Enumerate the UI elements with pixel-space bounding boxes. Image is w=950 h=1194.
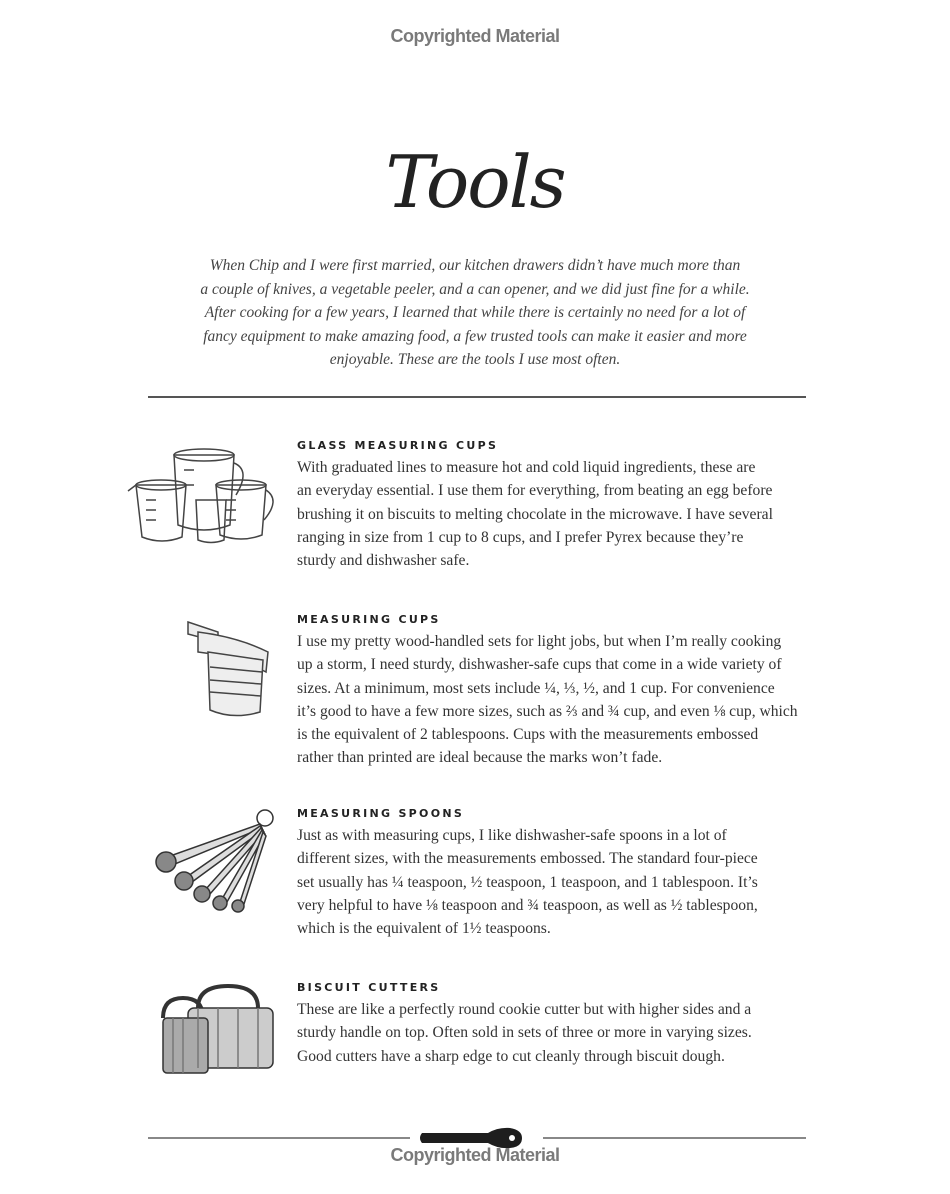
section-body — [297, 630, 817, 770]
intro-line: After cooking for a few years, I learned that while there is certainly no need for a lot of — [204, 304, 746, 321]
intro-line: a couple of knives, a vegetable peeler, and a can opener, and we did just fine for a while. — [200, 280, 750, 298]
body-line: I use my pretty wood-handled sets for light jobs, but when I’m really cooking — [297, 633, 782, 650]
section-body — [297, 456, 817, 572]
body-line: Just as with measuring cups, I like dishwasher-safe spoons in a lot of — [297, 827, 727, 844]
glass-measuring-cups-icon — [126, 445, 286, 545]
section-biscuit-cutters — [297, 981, 817, 1068]
divider — [148, 396, 806, 398]
intro-line: enjoyable. These are the tools I use most often. — [329, 351, 621, 368]
footer-rule-right — [543, 1137, 806, 1139]
footer-rule-left — [148, 1137, 410, 1139]
body-line: an everyday essential. I use them for everything, from beating an egg before — [297, 482, 773, 500]
section-body — [297, 998, 817, 1068]
body-line: rather than printed are ideal because the marks won’t fade. — [297, 749, 663, 767]
section-heading: MEASURING CUPS — [297, 613, 441, 626]
section-heading: MEASURING SPOONS — [297, 807, 465, 820]
body-line: Good cutters have a sharp edge to cut cleanly through biscuit dough. — [297, 1047, 725, 1065]
intro-paragraph — [150, 254, 800, 372]
body-line: These are like a perfectly round cookie cutter but with higher sides and a — [297, 1001, 752, 1018]
body-line: sturdy and dishwasher safe. — [297, 552, 470, 570]
body-line: different sizes, with the measurements embossed. The standard four-piece — [297, 850, 758, 868]
intro-line: When Chip and I were first married, our kitchen drawers didn’t have much more than — [209, 257, 741, 274]
body-line: very helpful to have ⅛ teaspoon and ¾ teaspoon, as well as ½ tablespoon, — [297, 896, 758, 914]
body-line: sizes. At a minimum, most sets include ¼, ⅓, ½, and 1 cup. For convenience — [297, 679, 775, 697]
intro-line: fancy equipment to make amazing food, a few trusted tools can make it easier and more — [203, 327, 747, 345]
section-body — [297, 824, 817, 940]
biscuit-cutters-icon — [158, 978, 283, 1078]
body-line: it’s good to have a few more sizes, such as ⅔ and ¾ cup, and even ⅛ cup, which — [297, 702, 798, 720]
measuring-spoons-icon — [150, 806, 280, 916]
body-line: which is the equivalent of 1½ teaspoons. — [297, 920, 551, 938]
section-measuring-cups — [297, 613, 817, 770]
body-line: ranging in size from 1 cup to 8 cups, and I prefer Pyrex because they’re — [297, 528, 744, 546]
body-line: With graduated lines to measure hot and cold liquid ingredients, these are — [297, 459, 756, 476]
section-heading: GLASS MEASURING CUPS — [297, 439, 499, 452]
body-line: sturdy handle on top. Often sold in sets of three or more in varying sizes. — [297, 1024, 752, 1042]
watermark-top: Copyrighted Material — [390, 26, 560, 46]
section-glass-measuring-cups — [297, 439, 817, 572]
measuring-cups-icon — [178, 612, 278, 722]
page-title: Tools — [385, 140, 565, 224]
body-line: set usually has ¼ teaspoon, ½ teaspoon, 1 teaspoon, and 1 tablespoon. It’s — [297, 873, 758, 891]
section-measuring-spoons — [297, 807, 817, 940]
body-line: is the equivalent of 2 tablespoons. Cups with the measurements embossed — [297, 726, 759, 744]
body-line: brushing it on biscuits to melting chocolate in the microwave. I have several — [297, 505, 773, 523]
body-line: up a storm, I need sturdy, dishwasher-safe cups that come in a wide variety of — [297, 656, 782, 674]
section-heading: BISCUIT CUTTERS — [297, 981, 441, 994]
watermark-bottom: Copyrighted Material — [390, 1145, 560, 1165]
